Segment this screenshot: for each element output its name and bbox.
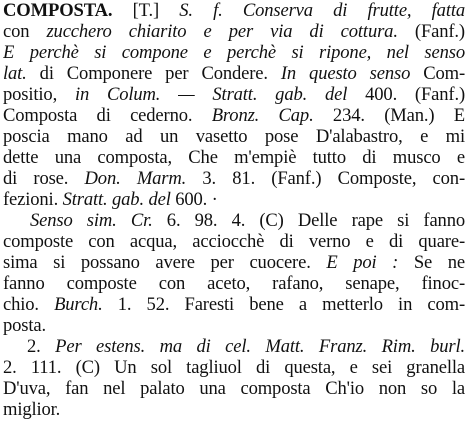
- text-run: chio.: [3, 294, 55, 315]
- text-line: [3, 189, 465, 211]
- italic-text: In questo senso: [280, 63, 411, 84]
- text-run: 2.: [27, 336, 56, 357]
- italic-text: Burch.: [54, 294, 103, 315]
- text-run: miglior.: [3, 399, 61, 420]
- text-run: [T.]: [112, 0, 180, 21]
- text-line: [3, 294, 465, 316]
- text-line: [3, 0, 465, 22]
- text-line: [3, 105, 465, 127]
- italic-text: Don. Marm.: [84, 168, 187, 189]
- text-run: D'uva, fan nel palato una composta Ch'io non so la: [3, 378, 465, 399]
- text-run: sima si possano avere per cuocere.: [3, 252, 327, 273]
- text-run: 234. (Man.) E: [313, 105, 465, 126]
- italic-text: zucchero chiarito e per via di cottura.: [46, 21, 398, 42]
- italic-text: lat.: [3, 63, 27, 84]
- text-line: [3, 147, 465, 169]
- headword: COMPOSTA.: [3, 0, 113, 21]
- text-run: di rose.: [3, 168, 85, 189]
- text-run: di Componere per Condere.: [26, 63, 281, 84]
- text-run: Se ne: [398, 252, 465, 273]
- text-run: 6. 98. 4. (C) Delle rape si fanno: [152, 210, 465, 231]
- italic-text: Bronz. Cap.: [211, 105, 314, 126]
- text-line: [3, 273, 465, 295]
- italic-text: Stratt. gab. del: [62, 189, 171, 210]
- text-run: fezioni.: [3, 189, 63, 210]
- italic-text: E poi :: [326, 252, 399, 273]
- text-run: posta.: [3, 315, 46, 336]
- text-line: [3, 84, 465, 106]
- text-line: [3, 21, 465, 43]
- text-run: dette una composta, Che m'empiè tutto di musco e: [3, 147, 465, 168]
- text-run: positio,: [3, 84, 75, 105]
- italic-text: in Colum. — Stratt. gab. del: [74, 84, 348, 105]
- text-line: [3, 378, 465, 400]
- text-line: [3, 252, 465, 274]
- text-run: 1. 52. Faresti bene a metterlo in com-: [102, 294, 465, 315]
- text-line: [30, 210, 465, 232]
- text-run: fanno composte con aceto, rafano, senape, finoc-: [3, 273, 465, 294]
- text-line: [3, 168, 465, 190]
- italic-text: S. f. Conserva di frutte, fatta: [179, 0, 465, 21]
- text-line: [3, 357, 465, 379]
- text-run: composte con acqua, acciocchè di verno e di quare-: [3, 231, 465, 252]
- italic-text: E perchè si compone e perchè si ripone, nel senso: [3, 42, 465, 63]
- text-run: poscia mano ad un vasetto pose D'alabastro, e mi: [3, 126, 465, 147]
- text-run: 2. 111. (C) Un sol tagliuol di questa, e sei granella: [3, 357, 465, 378]
- text-line: [3, 231, 465, 253]
- text-run: (Fanf.): [397, 21, 465, 42]
- text-run: con: [3, 21, 47, 42]
- text-run: 400. (Fanf.): [347, 84, 465, 105]
- text-line: [3, 63, 465, 85]
- text-run: Com-: [410, 63, 465, 84]
- text-line: [3, 42, 465, 64]
- text-line: [3, 399, 465, 421]
- text-line: [27, 336, 465, 358]
- text-run: Composta di cederno.: [3, 105, 212, 126]
- italic-text: Per estens. ma di cel. Matt. Franz. Rim. burl.: [55, 336, 465, 357]
- text-line: [3, 315, 465, 337]
- text-run: 600. ·: [170, 189, 218, 210]
- text-line: [3, 126, 465, 148]
- italic-text: Senso sim. Cr.: [30, 210, 153, 231]
- text-run: 3. 81. (Fanf.) Composte, con-: [186, 168, 465, 189]
